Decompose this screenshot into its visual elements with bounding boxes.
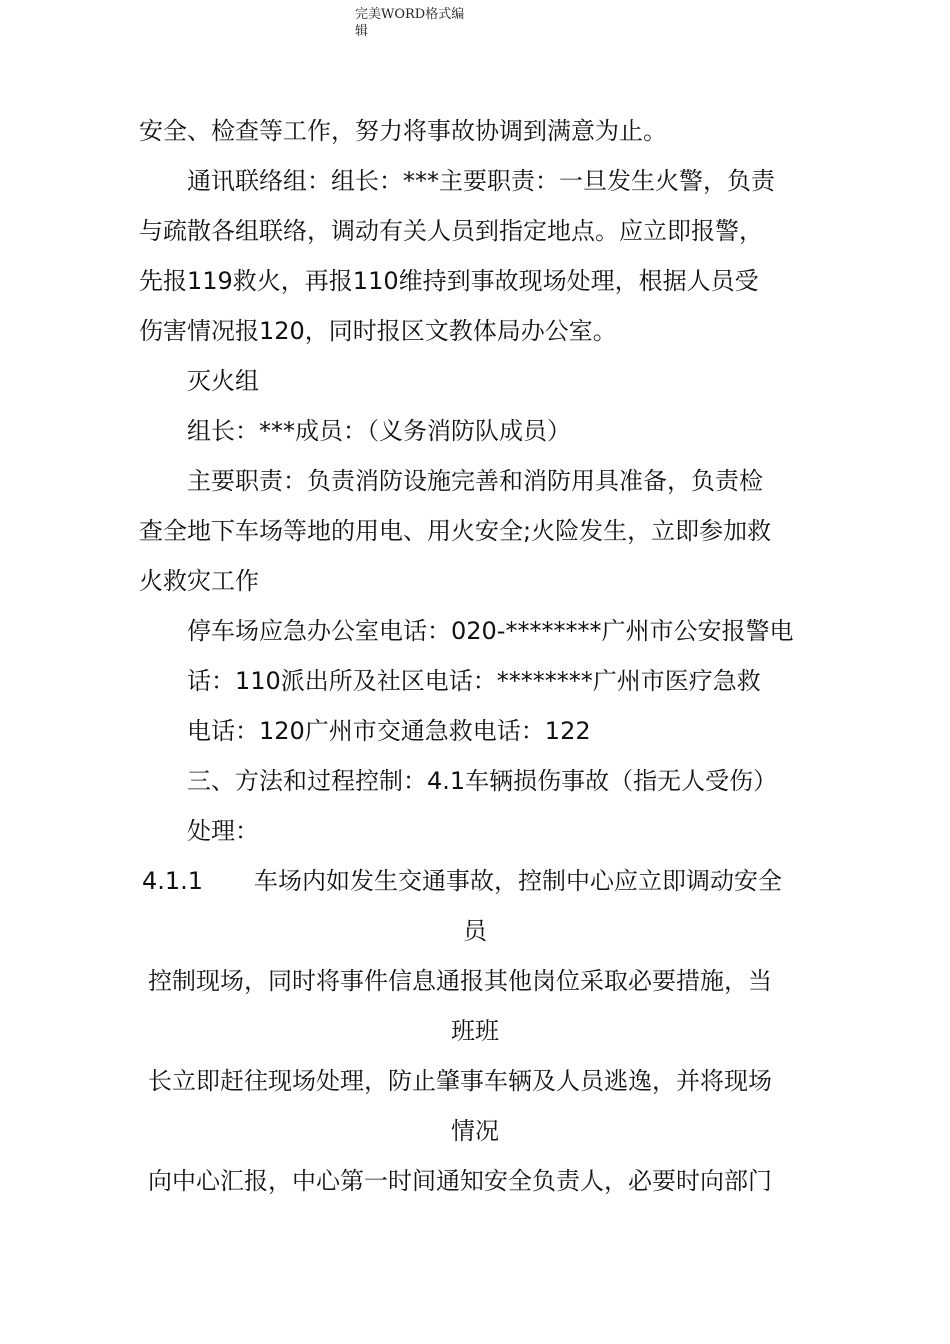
paragraph-line: 处理： (187, 817, 259, 845)
header-line-1: 完美WORD格式编 (355, 7, 465, 22)
paragraph-line: 车场内如发生交通事故，控制中心应立即调动安全 (254, 867, 782, 895)
paragraph-line: 组长：***成员：（义务消防队成员） (187, 417, 571, 445)
paragraph-line: 火救灾工作 (139, 567, 259, 595)
paragraph-line: 班班 (451, 1017, 499, 1045)
paragraph-line: 员 (463, 917, 487, 945)
section-heading: 灭火组 (187, 367, 259, 395)
paragraph-line: 通讯联络组：组长：***主要职责：一旦发生火警，负责 (187, 167, 775, 195)
paragraph-line: 伤害情况报120，同时报区文教体局办公室。 (139, 317, 617, 345)
paragraph-line: 安全、检查等工作，努力将事故协调到满意为止。 (139, 117, 667, 145)
paragraph-line: 电话：120广州市交通急救电话：122 (187, 717, 591, 745)
paragraph-line: 先报119救火，再报110维持到事故现场处理，根据人员受 (139, 267, 759, 295)
paragraph-line: 主要职责：负责消防设施完善和消防用具准备，负责检 (187, 467, 763, 495)
clause-number: 4.1.1 (142, 867, 204, 895)
paragraph-line: 与疏散各组联络，调动有关人员到指定地点。应立即报警， (139, 217, 763, 245)
paragraph-line: 停车场应急办公室电话：020-********广州市公安报警电 (187, 617, 794, 645)
paragraph-line: 情况 (451, 1117, 499, 1145)
paragraph-line: 向中心汇报，中心第一时间通知安全负责人，必要时向部门 (148, 1167, 772, 1195)
paragraph-line: 三、方法和过程控制：4.1车辆损伤事故（指无人受伤） (187, 767, 778, 795)
paragraph-line: 长立即赶往现场处理，防止肇事车辆及人员逃逸，并将现场 (148, 1067, 772, 1095)
paragraph-line: 查全地下车场等地的用电、用火安全;火险发生，立即参加救 (139, 517, 772, 545)
paragraph-line: 控制现场，同时将事件信息通报其他岗位采取必要措施，当 (148, 967, 772, 995)
paragraph-line: 话：110派出所及社区电话：********广州市医疗急救 (187, 667, 761, 695)
header-line-2: 辑 (355, 24, 369, 39)
page-header (355, 6, 485, 40)
